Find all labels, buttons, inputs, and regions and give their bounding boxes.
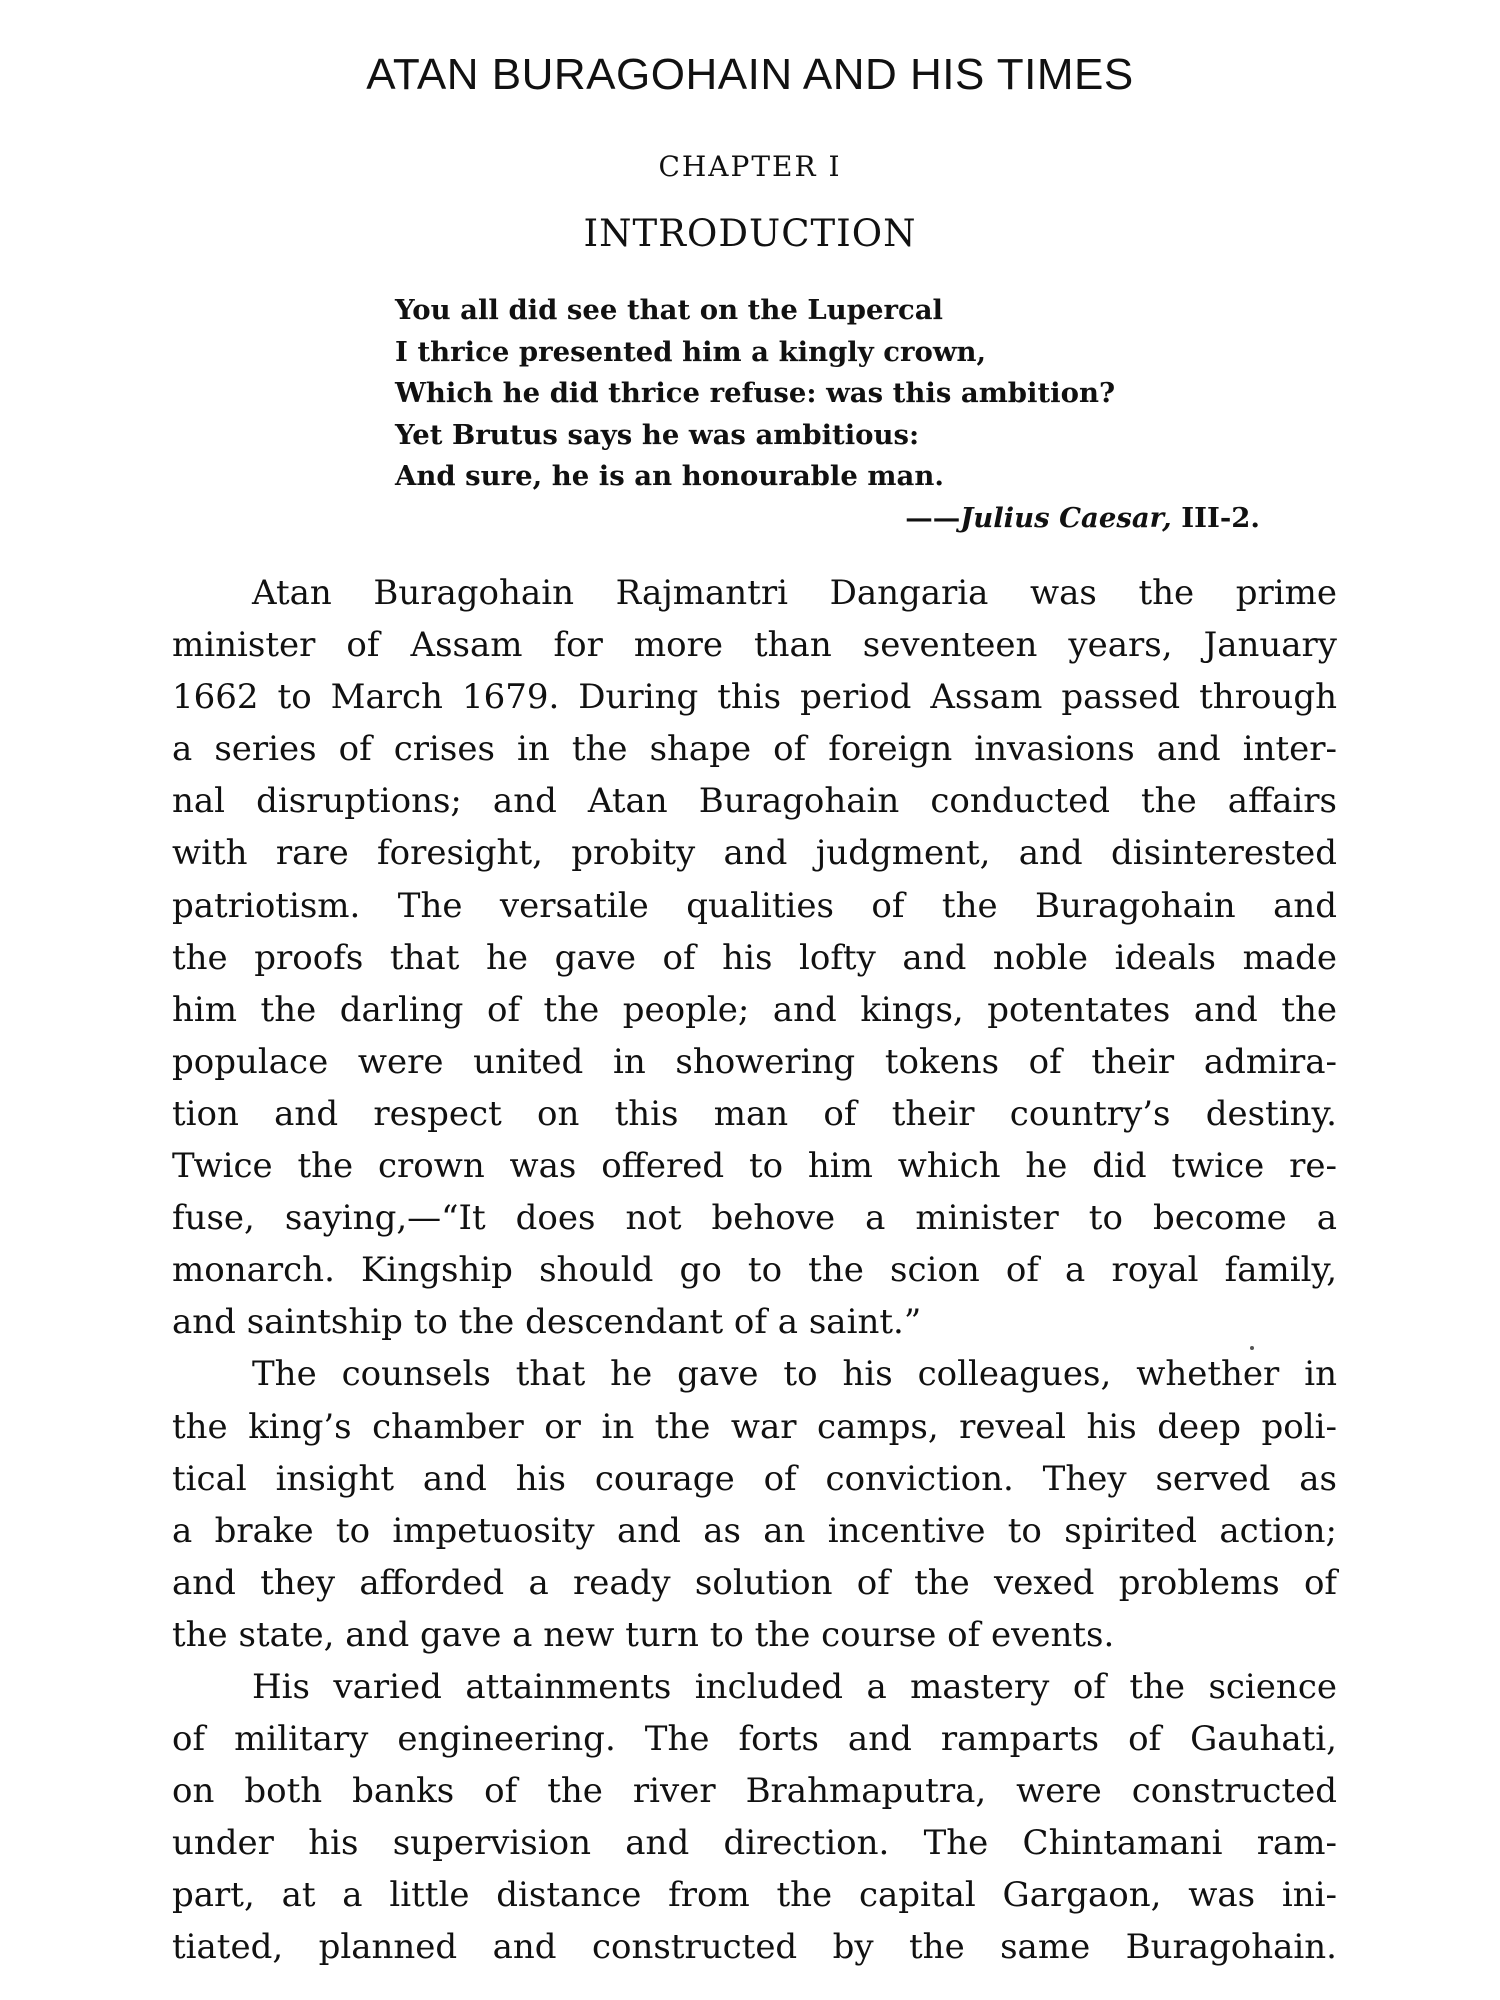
epigraph-line: You all did see that on the Lupercal [395,294,943,326]
paragraph-2-line: tical insight and his courage of conviction. They served as [172,1458,1337,1499]
book-title: ATAN BURAGOHAIN AND HIS TIMES [366,50,1134,99]
paragraph-1-line: the proofs that he gave of his lofty and noble ideals made [172,937,1337,978]
paragraph-2-line: the king’s chamber or in the war camps, reveal his deep poli- [172,1406,1337,1447]
paragraph-3-line: under his supervision and direction. The Chintamani ram- [172,1823,1337,1864]
paragraph-1-line: nal disruptions; and Atan Buragohain conducted the affairs [172,781,1337,822]
paragraph-1-line: and saintship to the descendant of a saint.” [172,1302,922,1343]
paragraph-1-line: tion and respect on this man of their country’s destiny. [172,1093,1337,1134]
paragraph-1-line: fuse, saying,—“It does not behove a minister to become a [172,1198,1337,1239]
paragraph-1-line: patriotism. The versatile qualities of the Buragohain and [172,885,1337,926]
paragraph-1-line: monarch. Kingship should go to the scion of a royal family, [172,1250,1337,1291]
paragraph-1-line: him the darling of the people; and kings, potentates and the [172,989,1337,1030]
print-speck [1250,1346,1254,1350]
paragraph-1-line: 1662 to March 1679. During this period Assam passed through [172,677,1337,718]
paragraph-3-line: of military engineering. The forts and ramparts of Gauhati, [172,1719,1337,1760]
paragraph-2-line: the state, and gave a new turn to the course of events. [172,1614,1115,1655]
epigraph-line: I thrice presented him a kingly crown, [395,335,987,368]
paragraph-1-line: Twice the crown was offered to him which he did twice re- [172,1146,1337,1187]
paragraph-2-line: a brake to impetuosity and as an incentive to spirited action; [172,1510,1337,1551]
chapter-number: CHAPTER I [658,150,842,183]
paragraph-1-line: with rare foresight, probity and judgment, and disinterested [172,833,1337,874]
epigraph-line: Which he did thrice refuse: was this ambition? [395,377,1116,409]
epigraph-line: And sure, he is an honourable man. [395,460,944,492]
chapter-title: INTRODUCTION [583,212,917,255]
body-text [172,567,1337,1974]
paragraph-3-line: His varied attainments included a mastery of the science [252,1666,1337,1707]
paragraph-1-line: populace were united in showering tokens of their admira- [172,1041,1337,1082]
attribution-dash: —— [905,502,961,534]
paragraph-2-line: and they afforded a ready solution of the vexed problems of [172,1562,1337,1603]
attribution-ref: III-2. [1171,502,1260,534]
epigraph-line: Yet Brutus says he was ambitious: [395,418,920,451]
paragraph-3-line: part, at a little distance from the capital Gargaon, was ini- [172,1875,1337,1916]
paragraph-1-line: a series of crises in the shape of foreign invasions and inter- [172,729,1337,770]
paragraph-3-line: on both banks of the river Brahmaputra, were constructed [172,1771,1337,1812]
epigraph [395,290,1295,498]
paragraph-3-line: tiated, planned and constructed by the same Buragohain. [172,1927,1337,1968]
attribution-work: Julius Caesar, [960,502,1172,534]
paragraph-1-line: minister of Assam for more than seventeen years, January [172,625,1337,666]
epigraph-attribution [850,502,1260,534]
paragraph-2-line: The counsels that he gave to his colleagues, whether in [252,1354,1337,1395]
paragraph-1-line: Atan Buragohain Rajmantri Dangaria was the prime [252,573,1337,613]
